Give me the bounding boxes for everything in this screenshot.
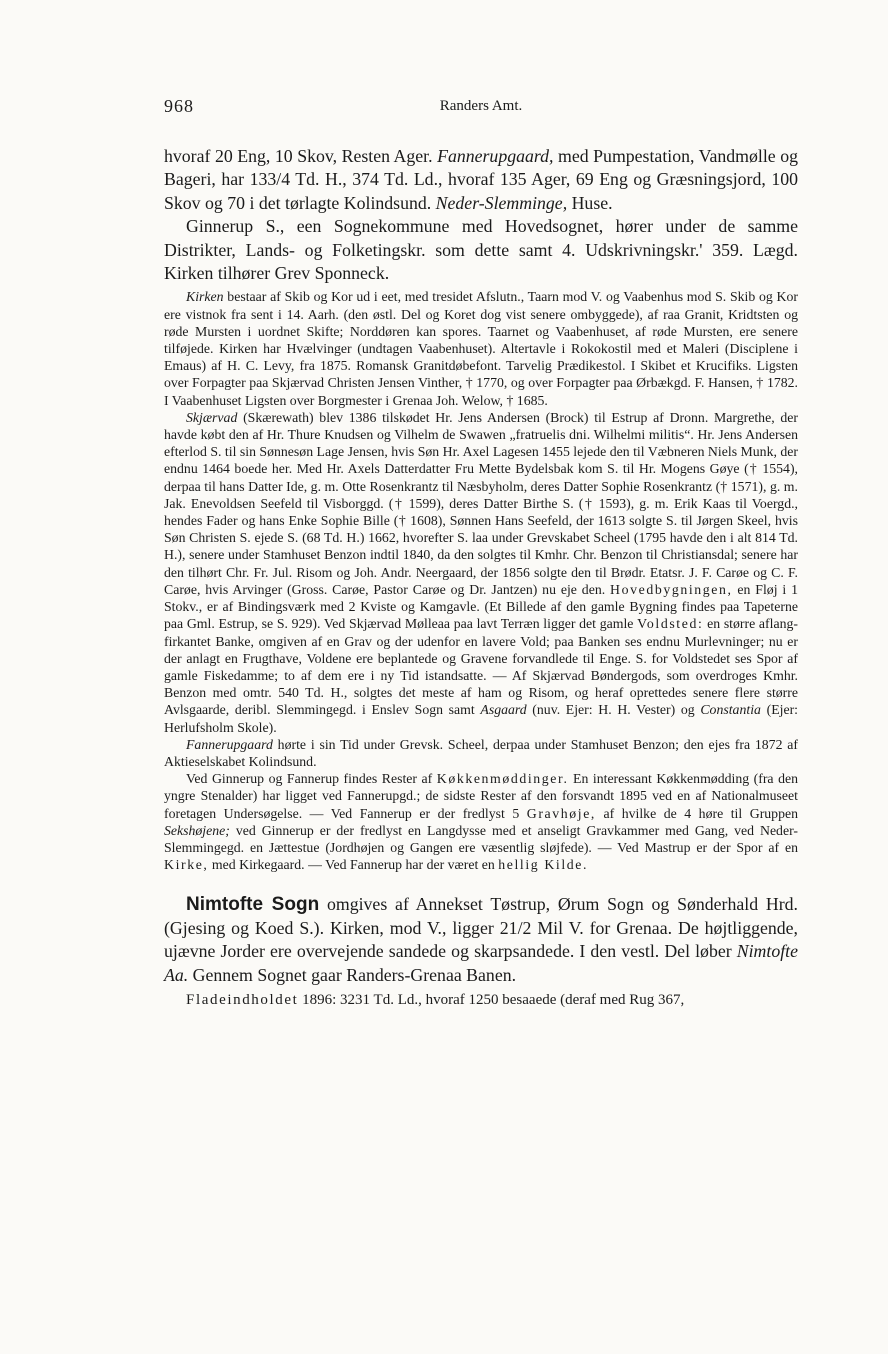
paragraph-fannerupgaard: hvoraf 20 Eng, 10 Skov, Resten Ager. Fannerupgaard, med Pumpestation, Vandmølle og Bageri, har 133/4 Td. H., 374 Td. Ld., hvoraf 135 Ager, 69 Eng og Græsningsjord, 100 Skov og 70 i det tørlagte Kolindsund. Neder-Slemminge, Huse. (164, 146, 798, 213)
paragraph-kirken: Kirken bestaar af Skib og Kor ud i eet, med tresidet Afslutn., Taarn mod V. og Vaabenhus mod S. Skib og Kor ere vistnok fra sent i 14. Aarh. (den østl. Del og Koret dog vist senere ombyggede), af raa Granit, Kridtsten og røde Mursten i uordnet Skifte; Norddøren kan spores. Taarnet og Vaabenhuset, af røde Mursten, ere senere tilføjede. Kirken har Hvælvinger (undtagen Vaabenhuset). Altertavle i Rokokostil med et Maleri (Disciplene i Emaus) af H. C. Levy, fra 1875. Romansk Granitdøbefont. Tarvelig Prædikestol. I Skibet et Krucifiks. Ligsten over Forpagter paa Skjærvad Christen Jensen Vinther, † 1770, og over Forpagter paa Ørbækgd. F. Hansen, † 1782. I Vaabenhuset Ligsten over Borgmester i Grenaa Joh. Welow, † 1685. (164, 289, 798, 408)
book-page (164, 96, 798, 1010)
fraction: 3/4 (267, 169, 291, 190)
paragraph-fannerupgaard-history: Fannerupgaard hørte i sin Tid under Grevsk. Scheel, derpaa under Stamhuset Benzon; den ejes fra 1872 af Aktieselskabet Kolindsund. (164, 736, 798, 769)
paragraph-skjaervad: Skjærvad (Skærewath) blev 1386 tilskødet Hr. Jens Andersen (Brock) til Estrup af Dronn. Margrethe, der havde købt den af Hr. Thure Knudsen og Vilhelm de Swawen „fratruelis dni. Wilhelmi militis“. Hr. Jens Andersen efterlod S. til sin Sønnesøn Lage Jensen, hvis Søn Hr. Axel Lagesen 1455 lejede den til Væbneren Niels Munk, der endnu 1464 boede her. Med Hr. Axels Datterdatter Fru Mette Bydelsbak kom S. til Hr. Mogens Gøye († 1554), derpaa til hans Datter Ide, g. m. Otte Rosenkrantz til Næsbyholm, deres Datter Sophie Rosenkrantz († 1571), g. m. Jak. Enevoldsen Seefeld til Visborggd. († 1599), deres Datter Birthe S. († 1593), g. m. Erik Kaas til Voergd., hendes Fader og hans Enke Sophie Bille († 1608), Sønnen Hans Seefeld, der 1613 solgte S. til Jørgen Skeel, hvis Søn Christen S. ejede S. (68 Td. H.) 1662, hvorefter S. laa under Grevskabet Scheel (1795 havde den i alt 814 Td. H.), senere under Stamhuset Benzon indtil 1840, da den solgtes til Kmhr. Chr. Benzon til Christiansdal; senere har den tilhørt Chr. Fr. Jul. Risom og Joh. Andr. Neergaard, der 1856 solgte den til Brødr. Etatsr. J. F. Carøe og C. F. Carøe, hvis Arvinger (Gross. Carøe, Pastor Carøe og Dr. Jantzen) nu eje den. Hovedbygningen, en Fløj i 1 Stokv., er af Bindingsværk med 2 Kviste og Kamgavle. (Et Billede af den gamle Bygning findes paa Tapeterne paa Gml. Estrup, se S. 929). Ved Skjærvad Mølleaa paa lavt Terræn ligger det gamle Voldsted: en større aflang-firkantet Banke, omgiven af en Grav og der udenfor en lavere Vold; paa Banken ses endnu Murlevninger; nu er der anlagt en Frugthave, Voldene ere beplantede og Gravene forvandlede til Enge. S. for Voldstedet ses Spor af gamle Fiskedamme; to af dem ere i ny Tid istandsatte. — Af Skjærvad Bøndergods, som overdroges Kmhr. Benzon med omtr. 540 Td. H., solgtes det meste af ham og Risom, og heraf oprettedes senere flere større Avlsgaarde, deribl. Slemmingegd. i Enslev Sogn samt Asgaard (nuv. Ejer: H. H. Vester) og Constantia (Ejer: Herlufsholm Skole). (164, 409, 799, 735)
fraction: 1/2 (508, 917, 532, 938)
page-number: 968 (164, 96, 194, 116)
paragraph-ginnerup-sogn: Ginnerup S., een Sognekommune med Hovedsognet, hører under de samme Distrikter, Lands- og Folketingskr. som dette samt 4. Udskrivningskr.' 359. Lægd. Kirken tilhører Grev Sponneck. (164, 216, 798, 284)
section-gap (164, 873, 798, 893)
page-header (164, 96, 798, 118)
paragraph-fladeindhold: Fladeindholdet 1896: 3231 Td. Ld., hvoraf 1250 besaaede (deraf med Rug 367, (186, 991, 685, 1008)
running-title: Randers Amt. (439, 98, 523, 114)
paragraph-nimtofte-sogn: Nimtofte Sogn omgives af Annekset Tøstrup, Ørum Sogn og Sønderhald Hrd. (Gjesing og Koed S.). Kirken, mod V., ligger 21/2 Mil V. for Grenaa. De højtliggende, ujævne Jorder ere overvejende sandede og skarpsandede. I den vestl. Del løber Nimtofte Aa. Gennem Sognet gaar Randers-Grenaa Banen. (164, 894, 798, 985)
paragraph-antiquities: Ved Ginnerup og Fannerup findes Rester af Køkkenmøddinger. En interessant Køkkenmødding (fra den yngre Stenalder) har ligget ved Fannerupgd.; de sidste Rester af den forsvandt 1895 ved en af Nationalmuseet foretagen Undersøgelse. — Ved Fannerup er der fredlyst 5 Gravhøje, af hvilke de 4 høre til Gruppen Sekshøjene; ved Ginnerup er der fredlyst en Langdysse med et anseligt Gravkammer med Gang, ved Neder-Slemmingegd. en Jættestue (Jordhøjen og Gangen ere væsentlig sløjfede). — Ved Mastrup er der Spor af en Kirke, med Kirkegaard. — Ved Fannerup har der været en hellig Kilde. (164, 771, 798, 873)
section-title: Nimtofte Sogn (186, 894, 320, 916)
